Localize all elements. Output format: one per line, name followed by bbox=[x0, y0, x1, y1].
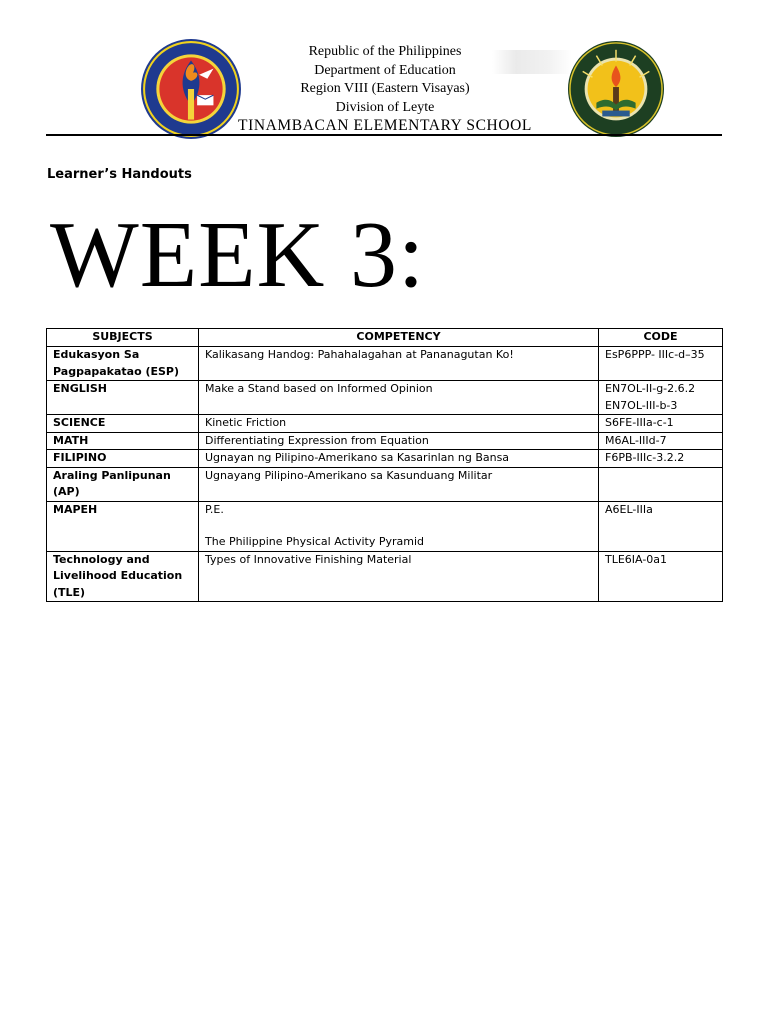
table-row bbox=[47, 450, 723, 468]
table-row bbox=[47, 432, 723, 450]
code-cell: S6FE-IIIa-c-1 bbox=[599, 415, 723, 433]
document-header bbox=[0, 0, 768, 140]
competency-cell: Kalikasang Handog: Pahahalagahan at Pananagutan Ko! bbox=[199, 347, 599, 381]
subject-cell: Technology and Livelihood Education (TLE) bbox=[47, 551, 199, 602]
header-competency: COMPETENCY bbox=[199, 329, 599, 347]
subject-cell: Edukasyon Sa Pagpapakatao (ESP) bbox=[47, 347, 199, 381]
handouts-label: Learner’s Handouts bbox=[47, 167, 192, 182]
competency-cell: Make a Stand based on Informed Opinion bbox=[199, 381, 599, 415]
deped-seal-icon bbox=[140, 38, 242, 140]
competency-cell: Kinetic Friction bbox=[199, 415, 599, 433]
competency-line: P.E. bbox=[205, 502, 224, 516]
school-seal-icon bbox=[567, 40, 665, 138]
header-line-division: Division of Leyte bbox=[335, 99, 435, 115]
table-header-row bbox=[47, 329, 723, 347]
code-cell: M6AL-IIId-7 bbox=[599, 432, 723, 450]
subject-cell: SCIENCE bbox=[47, 415, 199, 433]
subject-cell: ENGLISH bbox=[47, 381, 199, 415]
scan-smudge bbox=[492, 50, 572, 74]
code-line: EN7OL-III-b-3 bbox=[605, 398, 678, 412]
table-row bbox=[47, 381, 723, 415]
subject-cell: Araling Panlipunan (AP) bbox=[47, 467, 199, 501]
subjects-table bbox=[46, 328, 723, 602]
header-subjects: SUBJECTS bbox=[47, 329, 199, 347]
header-line-department: Department of Education bbox=[314, 62, 456, 78]
header-school-name: TINAMBACAN ELEMENTARY SCHOOL bbox=[238, 117, 532, 134]
header-line-region: Region VIII (Eastern Visayas) bbox=[300, 81, 470, 96]
code-cell: A6EL-IIIa bbox=[599, 501, 723, 551]
header-divider bbox=[46, 134, 722, 136]
week-title: WEEK 3: bbox=[50, 203, 426, 307]
competency-cell: Ugnayang Pilipino-Amerikano sa Kasunduang Militar bbox=[199, 467, 599, 501]
header-line-republic: Republic of the Philippines bbox=[308, 44, 462, 59]
code-cell: TLE6IA-0a1 bbox=[599, 551, 723, 602]
code-cell: F6PB-IIIc-3.2.2 bbox=[599, 450, 723, 468]
table-row bbox=[47, 347, 723, 381]
competency-cell: Types of Innovative Finishing Material bbox=[199, 551, 599, 602]
competency-line: The Philippine Physical Activity Pyramid bbox=[205, 535, 425, 548]
subject-cell: MATH bbox=[47, 432, 199, 450]
code-cell bbox=[599, 381, 723, 415]
header-code: CODE bbox=[599, 329, 723, 347]
subject-cell: MAPEH bbox=[47, 501, 199, 551]
table-row bbox=[47, 551, 723, 602]
competency-cell bbox=[199, 501, 599, 551]
table-row bbox=[47, 467, 723, 501]
code-cell: EsP6PPP- IIIc-d–35 bbox=[599, 347, 723, 381]
table-row bbox=[47, 501, 723, 551]
competency-cell: Ugnayan ng Pilipino-Amerikano sa Kasarinlan ng Bansa bbox=[199, 450, 599, 468]
competency-cell: Differentiating Expression from Equation bbox=[199, 432, 599, 450]
table-row bbox=[47, 415, 723, 433]
line-gap bbox=[205, 518, 592, 534]
code-cell bbox=[599, 467, 723, 501]
code-line: EN7OL-II-g-2.6.2 bbox=[605, 382, 696, 395]
subject-cell: FILIPINO bbox=[47, 450, 199, 468]
